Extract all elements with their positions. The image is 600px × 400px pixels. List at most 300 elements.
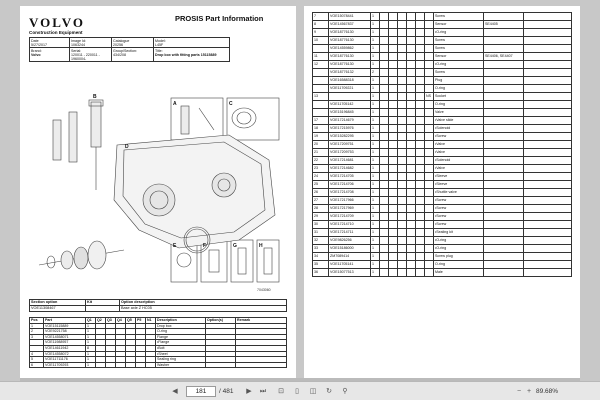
table-cell: VOE17214710	[329, 221, 371, 229]
table-cell	[398, 45, 407, 53]
table-cell	[389, 173, 398, 181]
table-cell	[389, 117, 398, 125]
table-cell	[380, 205, 389, 213]
model-label: Model:	[155, 38, 166, 43]
table-cell: VOE18776130	[329, 53, 371, 61]
table-cell: VOE17214681	[329, 157, 371, 165]
table-row	[313, 197, 572, 205]
table-row	[313, 13, 572, 21]
table-cell: 1	[371, 197, 380, 205]
table-cell: 6	[30, 362, 44, 368]
table-cell	[398, 93, 407, 101]
table-cell: Valve	[434, 109, 484, 117]
detail-frame-c	[227, 98, 279, 140]
table-cell	[416, 237, 425, 245]
date-value: 5/27/2017	[31, 42, 47, 47]
table-cell	[407, 197, 416, 205]
table-cell	[407, 253, 416, 261]
table-cell	[380, 45, 389, 53]
table-cell	[425, 101, 434, 109]
table-cell	[425, 125, 434, 133]
table-cell	[380, 213, 389, 221]
table-cell: 1	[86, 334, 96, 340]
table-cell	[484, 101, 524, 109]
page-number-input[interactable]: 181	[186, 386, 216, 397]
table-cell: Screw	[434, 45, 484, 53]
table-cell	[425, 213, 434, 221]
table-cell	[484, 29, 524, 37]
table-cell: VOE18776130	[329, 61, 371, 69]
table-cell	[416, 125, 425, 133]
table-cell	[416, 189, 425, 197]
table-cell	[407, 205, 416, 213]
table-cell	[407, 245, 416, 253]
solenoid-left	[53, 120, 61, 160]
serial-label: Serial:	[71, 48, 82, 53]
model-value: L45F	[155, 42, 164, 47]
table-row	[313, 21, 572, 29]
col-description: Description	[156, 318, 206, 324]
table-cell: 9	[313, 29, 329, 37]
table-cell	[524, 197, 572, 205]
table-cell	[380, 13, 389, 21]
table-cell: SE4406, SE4407	[484, 53, 524, 61]
table-cell	[389, 205, 398, 213]
table-cell: 36	[313, 269, 329, 277]
search-icon[interactable]: ⚲	[342, 388, 348, 395]
table-cell	[380, 165, 389, 173]
table-row	[313, 269, 572, 277]
table-cell: 1	[30, 323, 44, 329]
document-title: PROSIS Part Information	[175, 14, 264, 23]
solenoid-mid	[69, 112, 77, 162]
table-cell	[425, 13, 434, 21]
table-cell	[380, 221, 389, 229]
zoom-in-icon[interactable]: +	[526, 388, 532, 395]
table-cell	[389, 149, 398, 157]
table-cell: 1	[86, 340, 96, 346]
table-cell	[389, 61, 398, 69]
table-cell: VOE18776130	[329, 37, 371, 45]
fit-page-icon[interactable]: ⊡	[278, 388, 284, 395]
zoom-level[interactable]: 89.68%	[536, 388, 559, 395]
table-cell: 21	[313, 149, 329, 157]
table-cell: 1	[371, 205, 380, 213]
table-row	[313, 101, 572, 109]
table-cell: 27	[313, 197, 329, 205]
two-page-icon[interactable]: ◫	[309, 388, 317, 395]
table-row	[313, 37, 572, 45]
table-row	[313, 173, 572, 181]
table-cell	[407, 165, 416, 173]
last-page-icon[interactable]: ⏭	[259, 388, 267, 395]
col-q1: Q1	[86, 318, 96, 324]
table-cell	[425, 29, 434, 37]
table-cell	[380, 269, 389, 277]
single-page-icon[interactable]: ▯	[295, 388, 299, 395]
table-cell	[524, 45, 572, 53]
pdf-toolbar	[0, 381, 600, 400]
housing-bore	[143, 184, 175, 216]
option-desc-value: Base axle Z HC05	[120, 305, 287, 311]
table-cell	[524, 173, 572, 181]
table-row	[313, 77, 572, 85]
table-cell: 33	[313, 245, 329, 253]
table-row	[313, 253, 572, 261]
table-cell	[407, 229, 416, 237]
table-cell: Screw plug	[434, 253, 484, 261]
table-cell: O-ring	[434, 85, 484, 93]
table-cell	[416, 245, 425, 253]
table-cell: 1	[371, 109, 380, 117]
callout-h: H	[259, 243, 263, 249]
table-cell	[425, 173, 434, 181]
table-cell: VOE15077513	[329, 269, 371, 277]
table-cell: 29	[313, 213, 329, 221]
drop-box-housing	[114, 135, 275, 248]
table-cell	[116, 362, 126, 368]
table-cell	[524, 29, 572, 37]
table-cell	[524, 205, 572, 213]
table-cell: VOE18776130	[329, 29, 371, 37]
table-row	[313, 189, 572, 197]
table-cell	[380, 21, 389, 29]
pdf-page-left	[20, 6, 296, 378]
table-cell	[389, 93, 398, 101]
zoom-out-icon[interactable]: −	[516, 388, 522, 395]
table-cell: Washer	[156, 362, 206, 368]
table-cell	[524, 269, 572, 277]
table-cell	[380, 245, 389, 253]
table-cell	[425, 261, 434, 269]
table-cell	[389, 245, 398, 253]
table-cell: 7	[313, 13, 329, 21]
table-cell: Screw	[434, 69, 484, 77]
callout-e: E	[173, 243, 177, 249]
table-cell	[425, 205, 434, 213]
group-label: Group/Section:	[113, 48, 137, 53]
washer	[47, 256, 55, 268]
table-row	[313, 69, 572, 77]
detail-frame-a	[171, 98, 223, 140]
table-cell: VOE14567837	[329, 21, 371, 29]
table-cell	[484, 125, 524, 133]
table-cell	[484, 165, 524, 173]
col-q5: Q5	[126, 318, 136, 324]
table-cell	[524, 245, 572, 253]
table-cell: 1	[371, 189, 380, 197]
table-row	[313, 165, 572, 173]
table-cell	[398, 61, 407, 69]
table-cell: •Screw	[434, 213, 484, 221]
table-cell	[389, 181, 398, 189]
flange-yoke	[88, 241, 106, 269]
table-cell: 1	[371, 85, 380, 93]
table-cell: 1	[371, 53, 380, 61]
table-cell	[380, 93, 389, 101]
table-cell: 1	[371, 133, 380, 141]
table-cell	[313, 69, 329, 77]
title-label: Title:	[155, 48, 163, 53]
table-cell: ZM7089414	[329, 253, 371, 261]
table-cell	[425, 221, 434, 229]
table-cell: 35	[313, 261, 329, 269]
table-cell	[425, 85, 434, 93]
table-cell: •Screw	[434, 205, 484, 213]
rotate-icon[interactable]: ↻	[326, 388, 332, 395]
section-option-table	[29, 299, 287, 312]
table-cell: VOE15282295	[329, 133, 371, 141]
table-cell	[398, 109, 407, 117]
table-cell: VOE17214679	[329, 117, 371, 125]
table-cell: O-ring	[434, 261, 484, 269]
table-row	[313, 205, 572, 213]
table-cell	[380, 197, 389, 205]
table-cell: 20	[313, 141, 329, 149]
table-cell	[425, 45, 434, 53]
table-cell	[416, 21, 425, 29]
callout-a: A	[173, 101, 177, 107]
table-cell	[398, 173, 407, 181]
table-cell: 32	[313, 237, 329, 245]
table-cell	[313, 85, 329, 93]
pdf-page-right	[304, 6, 580, 378]
table-cell: 1	[371, 141, 380, 149]
table-cell: 18	[313, 125, 329, 133]
table-cell: 8	[86, 345, 96, 351]
table-cell: •O-ring	[434, 29, 484, 37]
table-cell: 30	[313, 221, 329, 229]
table-cell	[416, 149, 425, 157]
table-cell	[524, 189, 572, 197]
table-cell	[524, 85, 572, 93]
table-cell	[484, 181, 524, 189]
table-cell	[484, 45, 524, 53]
table-cell: 1	[371, 229, 380, 237]
col-options: Option(s)	[206, 318, 236, 324]
table-cell	[313, 109, 329, 117]
table-cell	[380, 109, 389, 117]
col-q2: Q2	[96, 318, 106, 324]
table-cell	[524, 165, 572, 173]
table-row	[313, 181, 572, 189]
table-cell: 11	[313, 53, 329, 61]
table-cell	[407, 117, 416, 125]
table-cell	[425, 189, 434, 197]
table-row	[313, 141, 572, 149]
table-cell	[484, 13, 524, 21]
table-cell: 1	[371, 253, 380, 261]
table-cell	[398, 77, 407, 85]
table-cell	[398, 261, 407, 269]
table-cell: VOE17217966	[329, 197, 371, 205]
detail-g-part	[238, 248, 246, 274]
col-p5: P5	[136, 318, 146, 324]
table-cell	[398, 85, 407, 93]
detail-e-part	[177, 253, 191, 267]
prev-page-icon[interactable]: ◀	[172, 388, 178, 395]
detail-f-part	[209, 250, 219, 272]
volvo-logo: VOLVO	[29, 15, 85, 30]
group-value: 434/208	[113, 52, 126, 57]
table-cell	[416, 109, 425, 117]
housing-port	[212, 173, 236, 197]
table-cell	[484, 133, 524, 141]
table-cell	[524, 77, 572, 85]
parts-table-right	[312, 12, 572, 277]
table-cell: •Screw	[434, 197, 484, 205]
table-cell	[106, 362, 116, 368]
table-cell: Screw	[434, 13, 484, 21]
table-cell: 1	[371, 213, 380, 221]
table-cell: NS	[425, 93, 434, 101]
date-label: Date	[31, 38, 39, 43]
table-cell	[416, 133, 425, 141]
table-cell: 1	[371, 13, 380, 21]
table-cell: 8	[313, 21, 329, 29]
table-cell	[389, 101, 398, 109]
table-cell: VOE17214682	[329, 165, 371, 173]
table-cell: 3	[30, 334, 44, 340]
table-cell	[524, 69, 572, 77]
table-cell: •Valve	[434, 141, 484, 149]
table-row	[313, 229, 572, 237]
table-cell: VOE15115889	[44, 323, 86, 329]
table-cell	[146, 362, 156, 368]
table-cell	[407, 37, 416, 45]
table-cell: 1	[371, 221, 380, 229]
table-cell: •Shuttle valve	[434, 189, 484, 197]
table-cell	[484, 261, 524, 269]
table-cell: 25	[313, 181, 329, 189]
table-cell	[236, 362, 287, 368]
table-cell	[389, 157, 398, 165]
table-cell	[484, 61, 524, 69]
table-row	[313, 117, 572, 125]
table-cell	[407, 45, 416, 53]
table-cell	[425, 157, 434, 165]
table-cell	[407, 101, 416, 109]
table-cell	[524, 157, 572, 165]
table-cell	[484, 213, 524, 221]
table-cell: VOE15196845	[329, 109, 371, 117]
table-cell	[524, 133, 572, 141]
table-cell: Plug	[434, 77, 484, 85]
table-row	[313, 133, 572, 141]
table-cell	[416, 221, 425, 229]
table-cell: VOE17214709	[329, 213, 371, 221]
table-cell: 1	[86, 362, 96, 368]
table-cell: Socket	[434, 93, 484, 101]
table-cell: VOE11709221	[329, 85, 371, 93]
table-cell: VOE11988957	[44, 340, 86, 346]
table-cell	[398, 141, 407, 149]
table-cell: •Solenoid	[434, 125, 484, 133]
exploded-drawing	[29, 90, 287, 295]
table-cell	[416, 173, 425, 181]
kit-value	[86, 305, 120, 311]
next-page-icon[interactable]: ▶	[246, 388, 252, 395]
table-cell	[407, 69, 416, 77]
table-cell: •Sealing kit	[434, 229, 484, 237]
table-cell: VOE17214705	[329, 173, 371, 181]
table-cell	[389, 53, 398, 61]
table-row	[313, 237, 572, 245]
table-cell	[380, 189, 389, 197]
table-row	[313, 157, 572, 165]
table-cell: •Valve	[434, 165, 484, 173]
table-row	[313, 93, 572, 101]
table-cell	[398, 69, 407, 77]
table-row	[313, 149, 572, 157]
table-cell	[416, 141, 425, 149]
table-cell: O-ring	[156, 329, 206, 335]
table-cell	[524, 213, 572, 221]
table-cell	[425, 133, 434, 141]
table-cell	[524, 93, 572, 101]
o-ring-detail-c	[232, 108, 256, 128]
table-cell	[398, 133, 407, 141]
option-desc-header: Option description	[120, 300, 287, 306]
table-cell	[407, 93, 416, 101]
table-cell	[407, 53, 416, 61]
valve-body	[91, 102, 101, 147]
table-cell	[484, 221, 524, 229]
table-row	[313, 61, 572, 69]
table-cell: •Sheet	[156, 351, 206, 357]
table-row	[313, 109, 572, 117]
table-cell	[416, 117, 425, 125]
table-cell: 22	[313, 157, 329, 165]
table-cell	[524, 221, 572, 229]
table-cell: 1	[371, 77, 380, 85]
table-cell	[407, 157, 416, 165]
table-cell: 1	[86, 323, 96, 329]
table-cell: •Screw	[434, 133, 484, 141]
serial-value: 120011 - 220011 - 1960004-	[71, 52, 100, 61]
table-cell: 1	[371, 101, 380, 109]
table-cell: 1	[371, 157, 380, 165]
table-cell: 17	[313, 117, 329, 125]
table-cell	[389, 197, 398, 205]
table-cell: SE4405	[484, 21, 524, 29]
table-cell	[398, 221, 407, 229]
table-cell	[389, 253, 398, 261]
table-cell	[416, 197, 425, 205]
table-cell	[524, 181, 572, 189]
table-cell	[484, 37, 524, 45]
table-cell	[398, 13, 407, 21]
table-cell	[407, 213, 416, 221]
section-value: VOE11308467	[30, 305, 86, 311]
callout-b: B	[93, 94, 97, 100]
table-cell	[425, 237, 434, 245]
table-cell	[484, 85, 524, 93]
table-cell: 4	[30, 351, 44, 357]
document-subtitle: Construction Equipment	[29, 30, 83, 35]
table-cell: VOE17209753	[329, 149, 371, 157]
callout-g: G	[233, 243, 237, 249]
table-row	[313, 29, 572, 37]
table-cell: VOE11705142	[329, 101, 371, 109]
kit-header: Kit	[86, 300, 120, 306]
table-cell	[380, 237, 389, 245]
table-cell	[398, 53, 407, 61]
table-cell	[484, 77, 524, 85]
table-cell: 1	[371, 61, 380, 69]
table-cell	[524, 229, 572, 237]
flange-disc	[74, 247, 88, 269]
